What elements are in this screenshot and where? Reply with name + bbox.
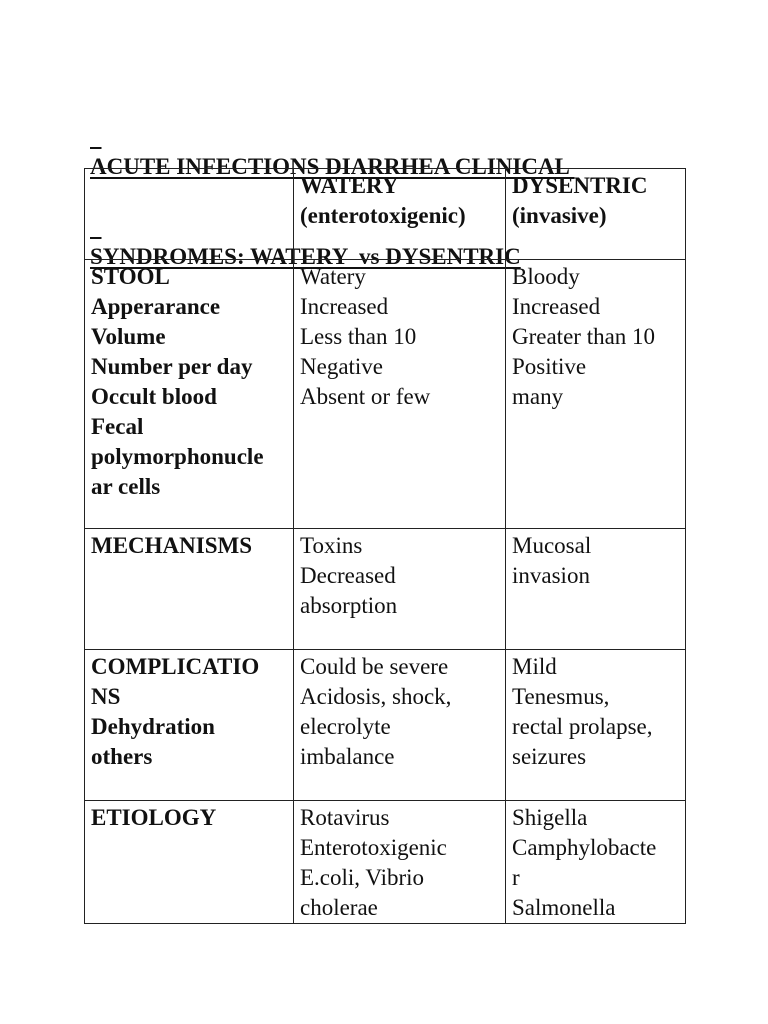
title-line-2: SYNDROMES: WATERY vs DYSENTRIC (90, 244, 521, 269)
watery-cell (294, 260, 506, 529)
header-watery-title: WATERY (300, 173, 399, 198)
header-dysentric-subtitle: (invasive) (512, 203, 607, 228)
cell-line: Decreased (300, 563, 396, 588)
header-watery-subtitle: (enterotoxigenic) (300, 203, 466, 228)
table-row-complications (85, 650, 686, 801)
header-dysentric-title: DYSENTRIC (512, 173, 648, 198)
cell-line: Negative (300, 354, 384, 379)
row-label-line: COMPLICATIO (91, 654, 260, 679)
cell-line: Shigella (512, 805, 588, 830)
cell-line: Watery (300, 264, 366, 289)
row-label-cell (85, 529, 294, 650)
cell-line: Could be severe (300, 654, 449, 679)
cell-line: Bloody (512, 264, 580, 289)
row-label-line: Apperarance (91, 294, 221, 319)
cell-line: seizures (512, 744, 587, 769)
dysentric-cell (506, 529, 686, 650)
cell-line: Rotavirus (300, 805, 390, 830)
dysentric-cell (506, 650, 686, 801)
row-label-line: Volume (91, 324, 166, 349)
watery-cell (294, 801, 506, 924)
comparison-table (84, 168, 686, 924)
cell-line: Salmonella (512, 895, 616, 920)
cell-line: E.coli, Vibrio (300, 865, 425, 890)
header-cell-dysentric (506, 169, 686, 260)
row-label-line: others (91, 744, 153, 769)
cell-line: invasion (512, 563, 590, 588)
row-label-line: ar cells (91, 474, 161, 499)
row-label-line: STOOL (91, 264, 170, 289)
cell-line: absorption (300, 593, 398, 618)
row-label-cell (85, 260, 294, 529)
watery-cell (294, 650, 506, 801)
row-label-line: ETIOLOGY (91, 805, 217, 830)
cell-line: Mucosal (512, 533, 592, 558)
cell-line: imbalance (300, 744, 395, 769)
cell-line: Positive (512, 354, 587, 379)
cell-line: Tenesmus, (512, 684, 610, 709)
cell-line: Absent or few (300, 384, 431, 409)
table-header-row (85, 169, 686, 260)
cell-line: Less than 10 (300, 324, 417, 349)
header-cell-empty (85, 169, 294, 260)
header-cell-watery (294, 169, 506, 260)
row-label-line: NS (91, 684, 121, 709)
cell-line: Acidosis, shock, (300, 684, 452, 709)
row-label-cell (85, 650, 294, 801)
dysentric-cell (506, 801, 686, 924)
row-label-line: Occult blood (91, 384, 217, 409)
row-label-line: Fecal (91, 414, 144, 439)
cell-line: Increased (512, 294, 601, 319)
table-row-stool (85, 260, 686, 529)
row-label-line: MECHANISMS (91, 533, 253, 558)
row-label-cell (85, 801, 294, 924)
table-row-etiology (85, 801, 686, 924)
cell-line: many (512, 384, 564, 409)
row-label-line: Dehydration (91, 714, 215, 739)
cell-line: Camphylobacte (512, 835, 657, 860)
cell-line: Toxins (300, 533, 363, 558)
cell-line: Greater than 10 (512, 324, 656, 349)
watery-cell (294, 529, 506, 650)
cell-line: Enterotoxigenic (300, 835, 447, 860)
cell-line: cholerae (300, 895, 378, 920)
row-label-line: Number per day (91, 354, 253, 379)
dysentric-cell (506, 260, 686, 529)
table-row-mechanisms (85, 529, 686, 650)
cell-line: Mild (512, 654, 557, 679)
row-label-line: polymorphonucle (91, 444, 264, 469)
cell-line: Increased (300, 294, 389, 319)
title-line-1: ACUTE INFECTIONS DIARRHEA CLINICAL (90, 154, 575, 179)
cell-line: elecrolyte (300, 714, 391, 739)
cell-line: rectal prolapse, (512, 714, 653, 739)
cell-line: r (512, 865, 520, 890)
